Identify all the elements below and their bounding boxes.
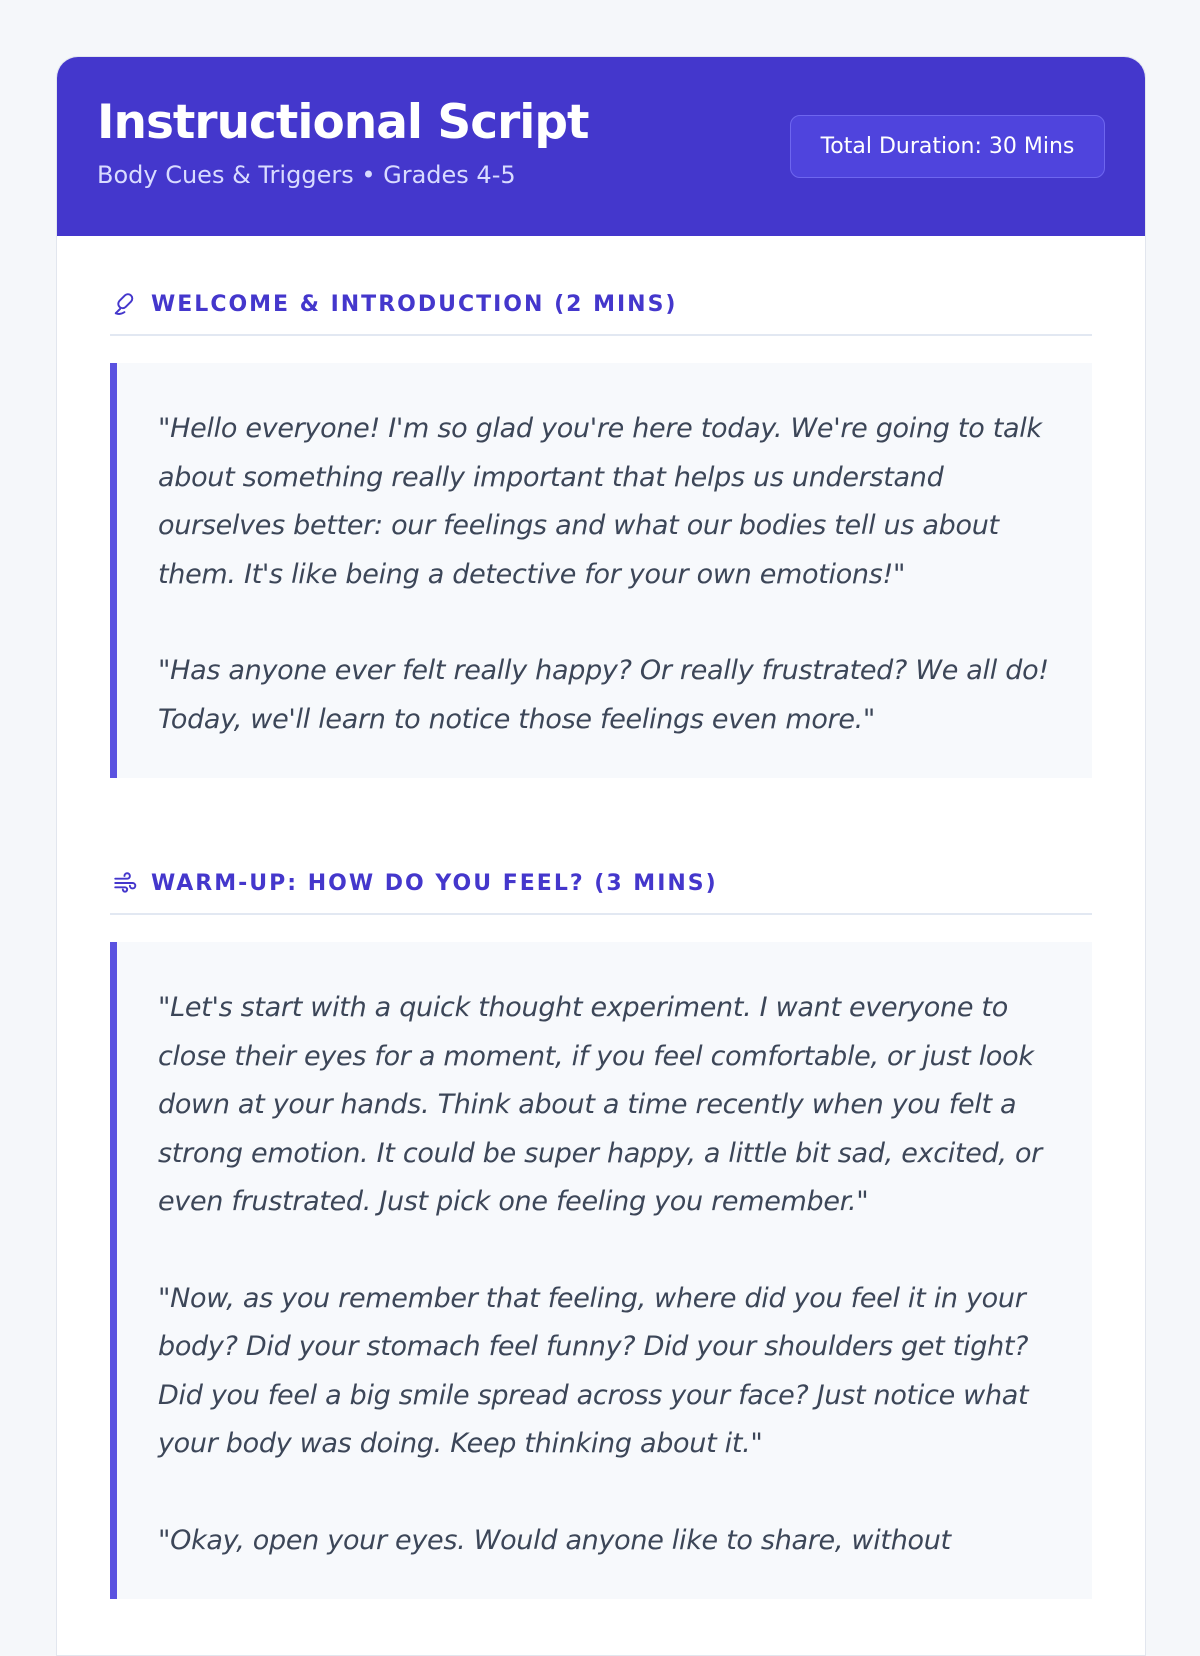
script-paragraph: "Okay, open your eyes. Would anyone like to share, without <box>158 1524 951 1556</box>
script-paragraph: "Hello everyone! I'm so glad you're here today. We're going to talk about something really important that helps us understand ourselves better: our feelings and what our bodies tell us about them. It's like being a detective for your own emotions!" <box>158 413 1042 590</box>
script-body <box>57 236 1145 1599</box>
duration-badge: Total Duration: 30 Mins <box>790 115 1105 178</box>
microphone-icon <box>112 291 138 317</box>
script-paragraph: "Now, as you remember that feeling, where did you feel it in your body? Did your stomach feel funny? Did your shoulders get tight? Did you feel a big smile spread across your face? Just notice what your body was doing. Keep thinking about it." <box>158 1282 1029 1459</box>
page-title: Instructional Script <box>97 95 589 150</box>
section-heading-label: WELCOME & INTRODUCTION (2 MINS) <box>151 291 678 317</box>
section-heading-label: WARM-UP: HOW DO YOU FEEL? (3 MINS) <box>151 870 718 896</box>
section-heading-warmup <box>110 815 1092 915</box>
script-paragraph: "Has anyone ever felt really happy? Or really frustrated? We all do! Today, we'll learn to notice those feelings even more." <box>158 655 1049 735</box>
script-paragraph: "Let's start with a quick thought experiment. I want everyone to close their eyes for a moment, if you feel comfortable, or just look down at your hands. Think about a time recently when you felt a strong emotion. It could be super happy, a little bit sad, excited, or even frustrated. Just pick one feeling you remember." <box>158 992 1042 1217</box>
script-block-welcome <box>110 363 1092 778</box>
page-subtitle: Body Cues & Triggers • Grades 4-5 <box>97 161 516 189</box>
section-heading-welcome <box>110 236 1092 336</box>
script-header <box>57 57 1145 236</box>
script-block-warmup <box>110 942 1092 1599</box>
wind-icon <box>112 870 138 896</box>
script-card <box>56 56 1146 1656</box>
